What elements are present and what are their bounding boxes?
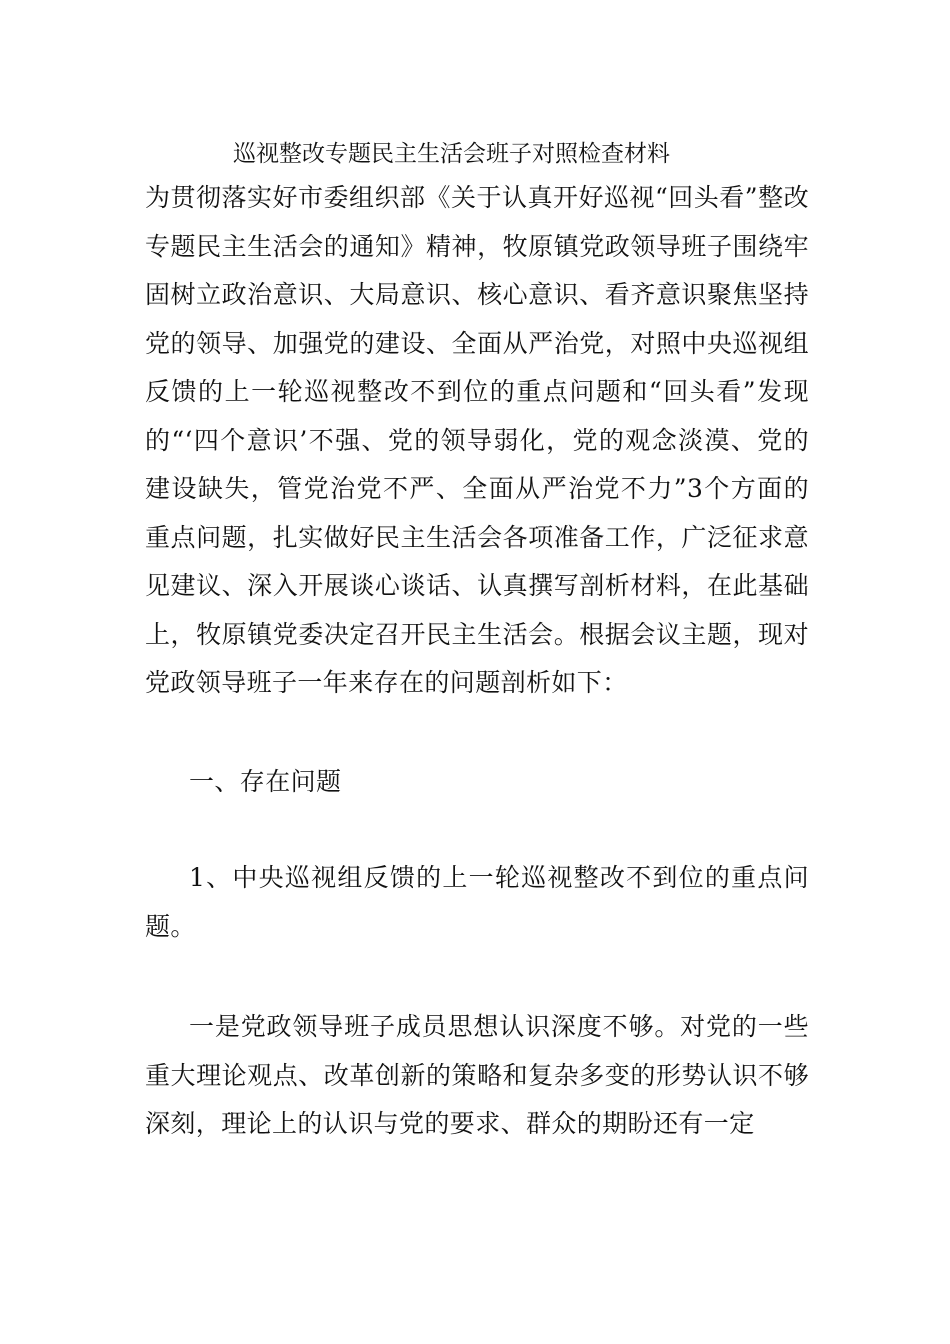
body-paragraph: 一是党政领导班子成员思想认识深度不够。对党的一些重大理论观点、改革创新的策略和复杂多变的形势认识不够深刻，理论上的认识与党的要求、群众的期盼还有一定 — [145, 1012, 809, 1138]
section-heading: 一、存在问题 — [189, 766, 342, 796]
document-title: 巡视整改专题民主生活会班子对照检查材料 — [233, 141, 670, 167]
subsection-heading: 1、中央巡视组反馈的上一轮巡视整改不到位的重点问题。 — [145, 863, 809, 941]
intro-paragraph: 为贯彻落实好市委组织部《关于认真开好巡视“回头看”整改专题民主生活会的通知》精神，牧原镇党政领导班子围绕牢固树立政治意识、大局意识、核心意识、看齐意识聚焦坚持党的领导、加强党的建设、全面从严治党，对照中央巡视组反馈的上一轮巡视整改不到位的重点问题和“回头看”发现的“‘四个意识’不强、党的领导弱化，党的观念淡漠、党的建设缺失，管党治党不严、全面从严治党不力”3个方面的重点问题，扎实做好民主生活会各项准备工作，广泛征求意见建议、深入开展谈心谈话、认真撰写剖析材料，在此基础上，牧原镇党委决定召开民主生活会。根据会议主题，现对党政领导班子一年来存在的问题剖析如下： — [145, 183, 809, 697]
document-page — [145, 134, 809, 1149]
